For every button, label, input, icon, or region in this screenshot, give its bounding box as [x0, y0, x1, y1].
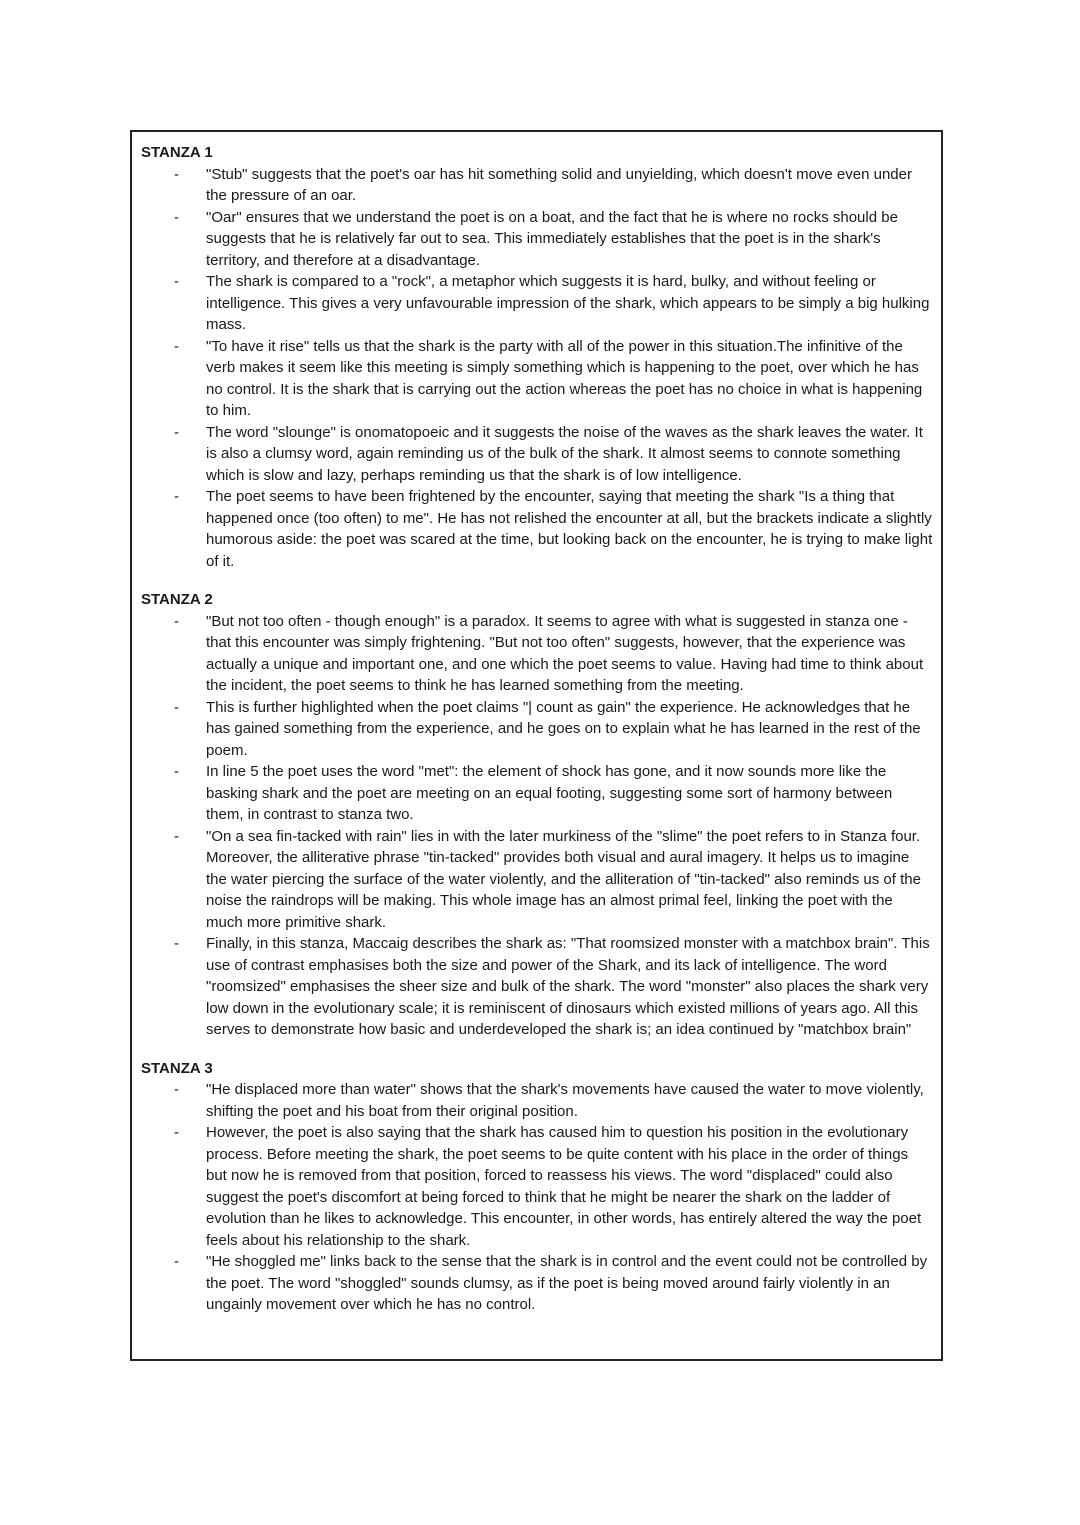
list-item-text: "Stub" suggests that the poet's oar has hit something solid and unyielding, which doesn't move even under the pressure of an oar. — [206, 165, 912, 204]
list-item — [141, 1122, 933, 1251]
stanza-2-section — [141, 589, 933, 1041]
list-item-text: However, the poet is also saying that the shark has caused him to question his position in the evolutionary process. Before meeting the shark, the poet seems to be quite content with his place in the order of things but now he is removed from that position, forced to reassess his views. The word "displaced" could also suggest the poet's discomfort at being forced to think that he might be nearer the shark on the ladder of evolution than he likes to acknowledge. This encounter, in other words, has entirely altered the way the poet feels about his relationship to the shark. — [206, 1124, 922, 1249]
dash-bullet-icon: - — [174, 423, 179, 441]
list-item-text: The shark is compared to a "rock", a metaphor which suggests it is hard, bulky, and without feeling or intelligence. This gives a very unfavourable impression of the shark, which appears to be simply a big hulking mass. — [206, 273, 930, 333]
list-item — [141, 336, 933, 422]
section-heading: STANZA 1 — [141, 144, 213, 161]
list-item — [141, 761, 933, 826]
list-item-text: "On a sea fin-tacked with rain" lies in with the later murkiness of the "slime" the poet refers to in Stanza four. Moreover, the alliterative phrase "tin-tacked" provides both visual and aural imagery. It helps us to imagine the water piercing the surface of the water violently, and the alliteration of "tin-tacked" also reminds us of the noise the raindrops will be making. This whole image has an almost primal feel, linking the poet with the much more primitive shark. — [206, 827, 921, 931]
dash-bullet-icon: - — [174, 1124, 179, 1141]
bullet-list — [141, 1079, 933, 1316]
list-item — [141, 422, 933, 487]
list-item-text: The word "slounge" is onomatopoeic and it suggests the noise of the waves as the shark leaves the water. It is also a clumsy word, again reminding us of the bulk of the shark. It almost seems to connote something which is slow and lazy, perhaps reminding us that the shark is of low intelligence. — [206, 423, 923, 484]
list-item-text: Finally, in this stanza, Maccaig describes the shark as: "That roomsized monster with a matchbox brain". This use of contrast emphasises both the size and power of the Shark, and its lack of intelligence. The word "roomsized" emphasises the sheer size and bulk of the shark. The word "monster" also places the shark very low down in the evolutionary scale; it is reminiscent of dinosaurs which existed millions of years ago. All this serves to demonstrate how basic and underdeveloped the shark is; an idea continued by "matchbox brain" — [206, 935, 930, 1038]
dash-bullet-icon: - — [174, 488, 179, 505]
dash-bullet-icon: - — [174, 612, 179, 630]
section-heading: STANZA 3 — [141, 1059, 213, 1077]
dash-bullet-icon: - — [174, 1253, 179, 1270]
list-item-text: This is further highlighted when the poet claims "| count as gain" the experience. He acknowledges that he has gained something from the experience, and he goes on to explain what he has learned in the rest of the poem. — [206, 698, 921, 759]
dash-bullet-icon: - — [174, 165, 179, 183]
list-item — [141, 1251, 933, 1316]
dash-bullet-icon: - — [174, 337, 179, 355]
dash-bullet-icon: - — [174, 763, 179, 780]
list-item — [141, 1079, 933, 1122]
list-item-text: "Oar" ensures that we understand the poet is on a boat, and the fact that he is where no rocks should be suggests that he is relatively far out to sea. This immediately establishes that the poet is in the shark's territory, and therefore at a disadvantage. — [206, 208, 898, 269]
list-item-text: "He displaced more than water" shows that the shark's movements have caused the water to move violently, shifting the poet and his boat from their original position. — [206, 1081, 924, 1120]
dash-bullet-icon: - — [174, 827, 179, 845]
list-item — [141, 207, 933, 272]
list-item-text: "But not too often - though enough" is a paradox. It seems to agree with what is suggested in stanza one - that this encounter was simply frightening. "But not too often" suggests, however, that the experience was actually a unique and important one, and one which the poet seems to value. Having had time to think about the incident, the poet seems to think he has learned something from the meeting. — [206, 612, 924, 694]
stanza-1-section — [141, 142, 933, 572]
stanza-3-section — [141, 1058, 933, 1316]
list-item-text: In line 5 the poet uses the word "met": the element of shock has gone, and it now sounds more like the basking shark and the poet are meeting on an equal footing, suggesting some sort of harmony between them, in contrast to stanza two. — [206, 763, 893, 823]
list-item-text: "To have it rise" tells us that the shark is the party with all of the power in this situation.The infinitive of the verb makes it seem like this meeting is simply something which is happening to the poet, over which he has no control. It is the shark that is carrying out the action whereas the poet has no choice in what is happening to him. — [206, 337, 923, 419]
list-item — [141, 611, 933, 697]
list-item-text: The poet seems to have been frightened by the encounter, saying that meeting the shark "Is a thing that happened once (too often) to me". He has not relished the encounter at all, but the brackets indicate a slightly humorous aside: the poet was scared at the time, but looking back on the encounter, he is trying to make light of it. — [206, 488, 933, 570]
bullet-list — [141, 164, 933, 573]
list-item — [141, 697, 933, 762]
section-heading: STANZA 2 — [141, 591, 213, 608]
list-item — [141, 826, 933, 934]
list-item — [141, 271, 933, 336]
dash-bullet-icon: - — [174, 935, 179, 952]
notes-box — [130, 130, 943, 1361]
dash-bullet-icon: - — [174, 208, 179, 226]
bullet-list — [141, 611, 933, 1041]
list-item — [141, 486, 933, 572]
dash-bullet-icon: - — [174, 273, 179, 290]
list-item — [141, 164, 933, 207]
list-item-text: "He shoggled me" links back to the sense that the shark is in control and the event could not be controlled by the poet. The word "shoggled" sounds clumsy, as if the poet is being moved around fairly violently in an ungainly movement over which he has no control. — [206, 1253, 928, 1313]
dash-bullet-icon: - — [174, 1081, 179, 1098]
dash-bullet-icon: - — [174, 698, 179, 716]
list-item — [141, 933, 933, 1041]
